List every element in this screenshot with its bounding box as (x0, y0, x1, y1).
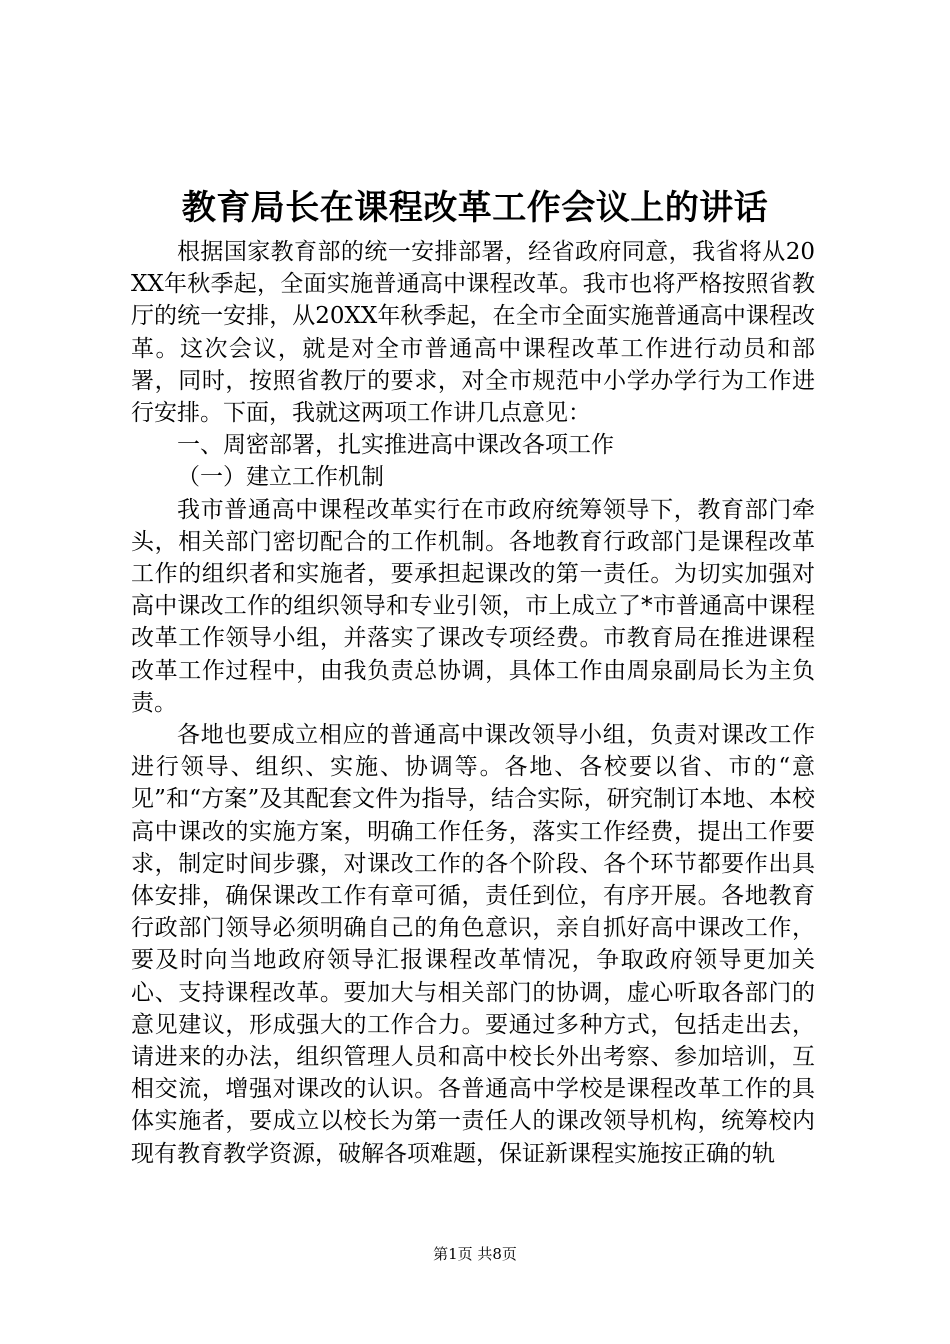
document-title: 教育局长在课程改革工作会议上的讲话 (181, 188, 769, 228)
paragraph-intro: 根据国家教育部的统一安排部署，经省政府同意，我省将从20XX年秋季起，全面实施普通高中课程改革。我市也将严格按照省教厅的统一安排，从20XX年秋季起，在全市全面实施普通高中课程改革。这次会议，就是对全市普通高中课程改革工作进行动员和部署，同时，按照省教厅的要求，对全市规范中小学办学行为工作进行安排。下面，我就这两项工作讲几点意见： (131, 239, 815, 427)
page-footer: 第1页 共8页 (433, 1245, 517, 1263)
subsection-heading-1: （一）建立工作机制 (177, 464, 384, 491)
document-body (131, 236, 815, 1170)
paragraph-mechanism: 我市普通高中课程改革实行在市政府统筹领导下，教育部门牵头，相关部门密切配合的工作机制。各地教育行政部门是课程改革工作的组织者和实施者，要承担起课改的第一责任。为切实加强对高中课改工作的组织领导和专业引领，市上成立了*市普通高中课程改革工作领导小组，并落实了课改专项经费。市教育局在推进课程改革工作过程中，由我负责总协调，具体工作由周泉副局长为主负责。 (131, 496, 815, 716)
section-heading-1: 一、周密部署，扎实推进高中课改各项工作 (177, 432, 614, 459)
paragraph-local-groups: 各地也要成立相应的普通高中课改领导小组，负责对课改工作进行领导、组织、实施、协调等。各地、各校要以省、市的“意见”和“方案”及其配套文件为指导，结合实际，研究制订本地、本校高中课改的实施方案，明确工作任务，落实工作经费，提出工作要求，制定时间步骤，对课改工作的各个阶段、各个环节都要作出具体安排，确保课改工作有章可循，责任到位，有序开展。各地教育行政部门领导必须明确自己的角色意识，亲自抓好高中课改工作，要及时向当地政府领导汇报课程改革情况，争取政府领导更加关心、支持课程改革。要加大与相关部门的协调，虚心听取各部门的意见建议，形成强大的工作合力。要通过多种方式，包括走出去，请进来的办法，组织管理人员和高中校长外出考察、参加培训，互相交流，增强对课改的认识。各普通高中学校是课程改革工作的具体实施者，要成立以校长为第一责任人的课改领导机构，统筹校内现有教育教学资源，破解各项难题，保证新课程实施按正确的轨 (131, 722, 815, 1167)
